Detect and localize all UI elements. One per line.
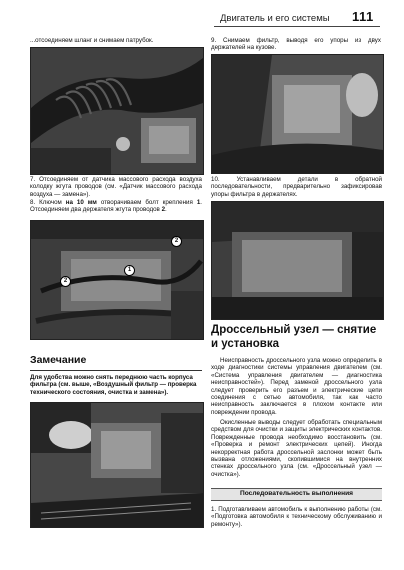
throttle-step-1: 1. Подготавливаем автомобиль к выполнению работы (см. «Подготовка автомобиля к техническому обслуживанию и ремонту»). [211,506,382,528]
sequence-label: Последовательность выполнения [239,490,354,497]
callout-label: 2 [60,276,71,287]
step-8-text [30,199,202,214]
step-8-ref-2: 2 [161,206,166,214]
intro-text: ...отсоединяем шланг и снимаем патрубок. [30,37,154,44]
step-8-wrench-size: на 10 мм [65,199,97,206]
note-heading: Замечание [30,354,87,366]
section-title: Двигатель и его системы [220,13,330,24]
note-text: Для удобства можно снять переднюю часть корпуса фильтра (см. выше, «Воздушный фильтр — проверка технического состояния, очистка и замена»). [30,374,197,396]
step-8-part-a: 8. Ключом [30,199,66,206]
step-8-ref-1: 1 [196,199,201,206]
step-10-text: 10. Устанавливаем детали в обратной последовательности, предварительно зафиксировав упоры фильтра в держателях. [211,176,382,198]
note-rule [30,370,202,371]
photo-filter-installation [211,201,384,320]
throttle-para-2: Окисленные выводы следует обработать специальным средством для очистки и защиты электрических контактов. Поврежденные провода необходимо восстановить (см. «Проверка и ремонт электрических цепей). Иногда некорректная работа дроссельной заслонки может быть вызвана отложениями, скопившимися на внутренних стенках дроссельного узла (см. «Дроссельный узел — очистка»). [211,419,382,478]
throttle-para-1: Неисправность дроссельного узла можно определить в ходе диагностики системы управления двигателем (см. «Система управления двигателем — диагностика неисправностей»). Перед заменой дроссельного узла следует проверить его разъем и электрические цепи соединения с сетью автомобиля, так как часто неисправность заключается в плохом контакте или повреждении провода. [211,357,382,416]
step-8-part-c: отворачиваем болт крепления [96,199,197,206]
step-7-text: 7. Отсоединяем от датчика массового расхода воздуха колодку жгута проводов (см. «Датчик массового расхода воздуха — замена»). [30,176,202,198]
page-number: 111 [352,9,374,24]
photo-air-intake-hose [30,47,204,175]
step-9-text: 9. Снимаем фильтр, выводя его упоры из двух держателей на кузове. [211,37,381,52]
photo-air-filter-housing [30,402,204,528]
header-rule [214,26,380,27]
throttle-section-heading: Дроссельный узел — снятие и установка [211,324,377,350]
step-8-part-e: . Отсоединяем два держателя жгута проводов [30,199,202,214]
photo-air-filter-removal [211,54,384,174]
callout-label: 1 [124,265,135,276]
callout-label: 2 [171,236,182,247]
step-8-part-g: . [165,206,167,214]
